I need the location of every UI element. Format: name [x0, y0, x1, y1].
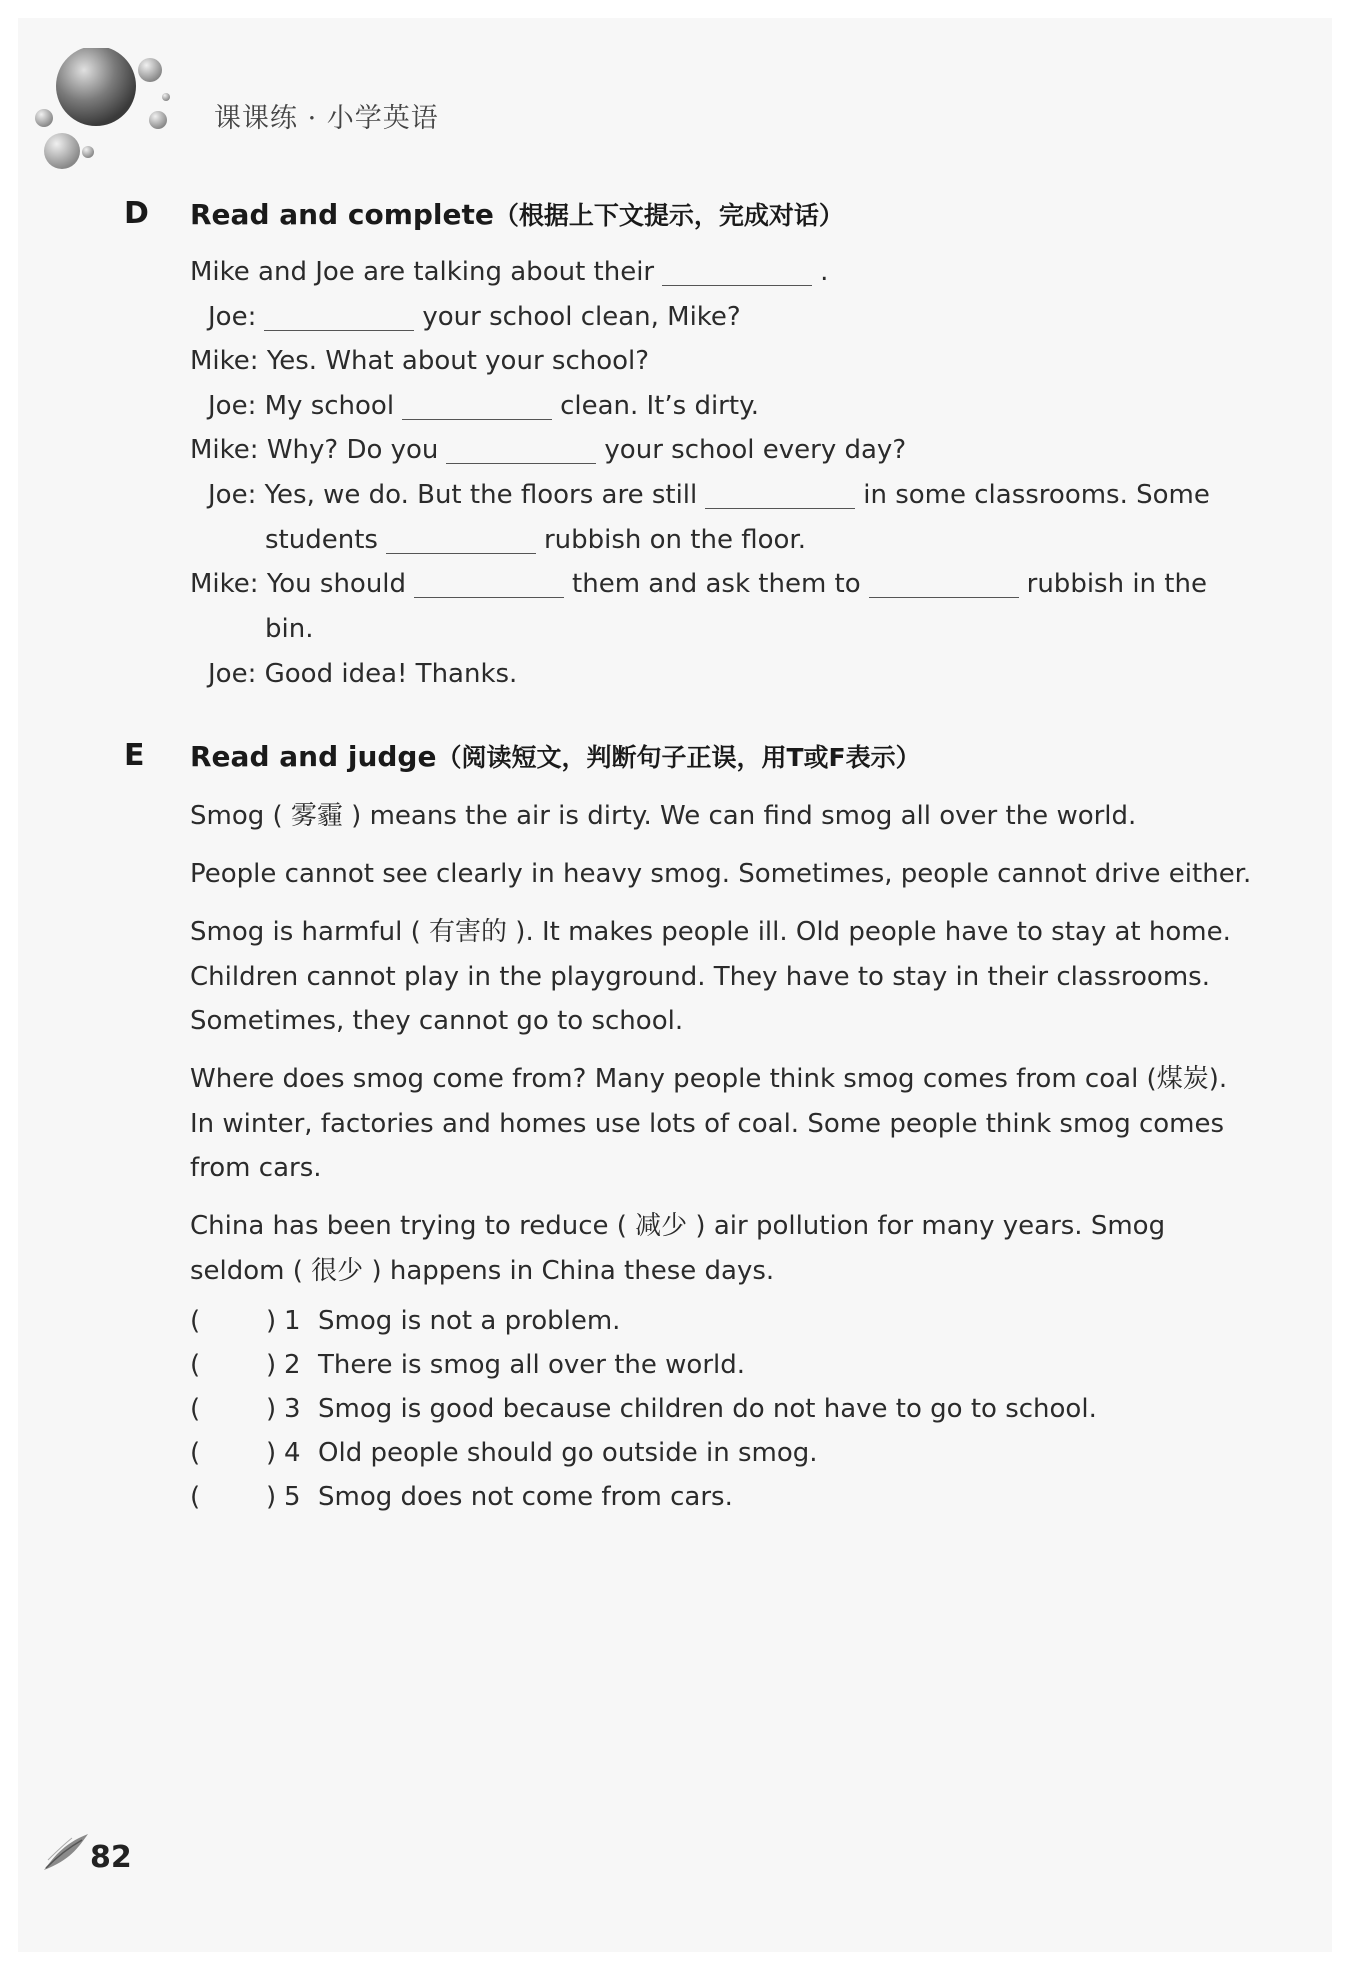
answer-blank[interactable]	[705, 484, 855, 509]
dialog-line: Joe: your school clean, Mike?	[208, 302, 741, 332]
reading-paragraph: Where does smog come from? Many people think smog comes from coal (煤炭). In winter, factories and homes use lots of coal. Some people think smog comes from cars.	[190, 1064, 1228, 1183]
book-title: 课课练 · 小学英语	[214, 103, 439, 134]
section-d-letter: D	[124, 196, 149, 231]
dialog-line: Joe: Yes, we do. But the floors are still in some classrooms. Some	[208, 480, 1210, 510]
section-d-title-cn: （根据上下文提示，完成对话）	[493, 201, 844, 230]
dialog-line: Mike: Yes. What about your school?	[190, 346, 650, 376]
dialog-line: Mike: Why? Do you your school every day?	[190, 435, 907, 465]
dialog-line: Joe: Good idea! Thanks.	[208, 659, 518, 689]
answer-blank[interactable]	[446, 439, 596, 464]
reading-paragraph: Smog is harmful ( 有害的 ). It makes people ill. Old people have to stay at home. Children cannot play in the playground. They have to stay in their classrooms. Sometimes, they cannot go to school.	[190, 917, 1231, 1036]
section-e-title-en: Read and judge	[190, 740, 437, 773]
dialog-line: Joe: My school clean. It’s dirty.	[208, 391, 760, 421]
dialog-line: Mike: You should them and ask them to rubbish in the	[190, 569, 1207, 599]
answer-blank[interactable]	[869, 573, 1019, 598]
answer-blank[interactable]	[414, 573, 564, 598]
reading-paragraph: China has been trying to reduce ( 减少 ) air pollution for many years. Smog seldom ( 很少 ) happens in China these days.	[190, 1211, 1166, 1286]
section-d-title-en: Read and complete	[190, 198, 494, 231]
section-e-title-cn: （阅读短文，判断句子正误，用T或F表示）	[436, 743, 921, 772]
bubbles-decoration-icon	[32, 48, 172, 173]
answer-blank[interactable]	[264, 306, 414, 331]
section-e-letter: E	[124, 738, 145, 773]
section-e-title	[190, 738, 921, 774]
reading-paragraph: Smog ( 雾霾 ) means the air is dirty. We can find smog all over the world.	[190, 801, 1137, 831]
section-d-title	[190, 196, 844, 232]
page-number: 82	[90, 1840, 132, 1875]
answer-blank[interactable]	[662, 261, 812, 286]
answer-blank[interactable]	[402, 395, 552, 420]
answer-blank[interactable]	[386, 529, 536, 554]
dialog-line: bin.	[265, 614, 314, 644]
leaf-icon	[42, 1830, 92, 1872]
reading-paragraph: People cannot see clearly in heavy smog. Sometimes, people cannot drive either.	[190, 859, 1252, 889]
dialog-line: students rubbish on the floor.	[265, 525, 806, 555]
dialog-intro: Mike and Joe are talking about their .	[190, 257, 829, 287]
